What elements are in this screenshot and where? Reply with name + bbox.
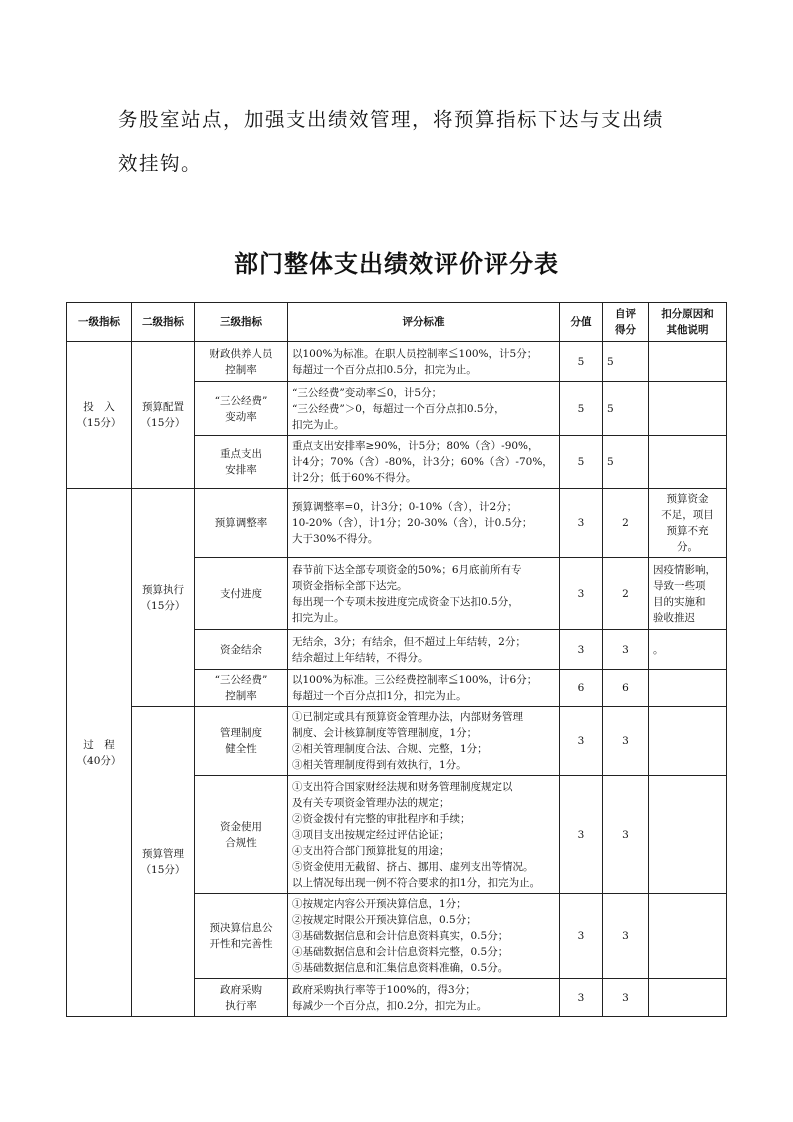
remark-cell xyxy=(649,342,727,382)
self-score-cell: 2 xyxy=(603,489,649,558)
indicator-cell: 重点支出 安排率 xyxy=(195,436,288,489)
score-cell: 3 xyxy=(560,707,603,776)
self-score-cell: 6 xyxy=(603,670,649,707)
header-self-score: 自评 得分 xyxy=(603,303,649,342)
table-row xyxy=(67,489,727,558)
criteria-cell: ①按规定内容公开预决算信息，1分； ②按规定时限公开预决算信息，0.5分； ③基础数据信息和会计信息资料真实，0.5分； ④基础数据信息和会计信息资料完整，0.5分； ⑤基础数据信息和汇集信息资料准确，0.5分。 xyxy=(288,894,560,979)
remark-cell xyxy=(649,436,727,489)
intro-line-2: 效挂钩。 xyxy=(118,152,203,175)
indicator-cell: 资金使用 合规性 xyxy=(195,776,288,894)
evaluation-table xyxy=(66,302,727,1017)
criteria-cell: ①已制定或具有预算资金管理办法，内部财务管理 制度、会计核算制度等管理制度，1分； ②相关管理制度合法、合规、完整，1分； ③相关管理制度得到有效执行，1分。 xyxy=(288,707,560,776)
score-cell: 3 xyxy=(560,489,603,558)
indicator-cell: 预决算信息公 开性和完善性 xyxy=(195,894,288,979)
criteria-cell: 预算调整率=0，计3分；0-10%（含），计2分； 10-20%（含），计1分；20-30%（含），计0.5分； 大于30%不得分。 xyxy=(288,489,560,558)
group-budget-config: 预算配置 （15分） xyxy=(132,342,195,489)
indicator-cell: “三公经费” 控制率 xyxy=(195,670,288,707)
criteria-cell: 无结余，3分；有结余，但不超过上年结转，2分； 结余超过上年结转，不得分。 xyxy=(288,630,560,670)
header-remark: 扣分原因和 其他说明 xyxy=(649,303,727,342)
score-cell: 3 xyxy=(560,558,603,630)
indicator-cell: 预算调整率 xyxy=(195,489,288,558)
score-cell: 3 xyxy=(560,894,603,979)
criteria-cell: 春节前下达全部专项资金的50%；6月底前所有专 项资金指标全部下达完。 每出现一个专项未按进度完成资金下达扣0.5分， 扣完为止。 xyxy=(288,558,560,630)
indicator-cell: 财政供养人员 控制率 xyxy=(195,342,288,382)
score-cell: 3 xyxy=(560,979,603,1017)
score-cell: 5 xyxy=(560,342,603,382)
score-cell: 5 xyxy=(560,436,603,489)
remark-cell xyxy=(649,894,727,979)
group-budget-mgmt: 预算管理 （15分） xyxy=(132,707,195,1017)
score-cell: 3 xyxy=(560,776,603,894)
indicator-cell: 资金结余 xyxy=(195,630,288,670)
self-score-cell: 5 xyxy=(603,342,649,382)
indicator-cell: 管理制度 健全性 xyxy=(195,707,288,776)
criteria-cell: 政府采购执行率等于100%的，得3分； 每减少一个百分点，扣0.2分，扣完为止。 xyxy=(288,979,560,1017)
self-score-cell: 3 xyxy=(603,894,649,979)
self-score-cell: 3 xyxy=(603,979,649,1017)
self-score-cell: 3 xyxy=(603,776,649,894)
remark-cell: 预算资金 不足，项目 预算不充 分。 xyxy=(649,489,727,558)
self-score-cell: 3 xyxy=(603,707,649,776)
header-level2: 二级指标 xyxy=(132,303,195,342)
remark-cell xyxy=(649,979,727,1017)
self-score-cell: 3 xyxy=(603,630,649,670)
criteria-cell: 重点支出安排率≥90%，计5分；80%（含）-90%， 计4分；70%（含）-80%，计3分；60%（含）-70%， 计2分；低于60%不得分。 xyxy=(288,436,560,489)
remark-cell xyxy=(649,670,727,707)
score-cell: 6 xyxy=(560,670,603,707)
group-process: 过 程 （40分） xyxy=(67,489,132,1017)
indicator-cell: 支付进度 xyxy=(195,558,288,630)
remark-cell: 。 xyxy=(649,630,727,670)
remark-cell: 因疫情影响， 导致一些项 目的实施和 验收推迟 xyxy=(649,558,727,630)
table-row xyxy=(67,342,727,382)
header-level1: 一级指标 xyxy=(67,303,132,342)
indicator-cell: “三公经费” 变动率 xyxy=(195,382,288,436)
criteria-cell: 以100%为标准。三公经费控制率≦100%，计6分； 每超过一个百分点扣1分，扣完为止。 xyxy=(288,670,560,707)
intro-line-1: 务股室站点，加强支出绩效管理，将预算指标下达与支出绩 xyxy=(118,108,665,131)
self-score-cell: 5 xyxy=(603,436,649,489)
header-row xyxy=(67,303,727,342)
header-criteria: 评分标准 xyxy=(288,303,560,342)
criteria-cell: “三公经费”变动率≦0，计5分； “三公经费”＞0，每超过一个百分点扣0.5分， 扣完为止。 xyxy=(288,382,560,436)
remark-cell xyxy=(649,707,727,776)
criteria-cell: ①支出符合国家财经法规和财务管理制度规定以 及有关专项资金管理办法的规定； ②资金拨付有完整的审批程序和手续； ③项目支出按规定经过评估论证； ④支出符合部门预算批复的用途； ⑤资金使用无截留、挤占、挪用、虚列支出等情况。 以上情况每出现一例不符合要求的扣1分，扣完为止。 xyxy=(288,776,560,894)
table-title: 部门整体支出绩效评价评分表 xyxy=(234,250,559,278)
criteria-cell: 以100%为标准。在职人员控制率≦100%，计5分； 每超过一个百分点扣0.5分，扣完为止。 xyxy=(288,342,560,382)
self-score-cell: 5 xyxy=(603,382,649,436)
self-score-cell: 2 xyxy=(603,558,649,630)
score-cell: 3 xyxy=(560,630,603,670)
table-row xyxy=(67,707,727,776)
remark-cell xyxy=(649,382,727,436)
group-budget-exec: 预算执行 （15分） xyxy=(132,489,195,707)
group-input: 投 入 （15分） xyxy=(67,342,132,489)
header-score: 分值 xyxy=(560,303,603,342)
header-level3: 三级指标 xyxy=(195,303,288,342)
intro-paragraph xyxy=(118,98,698,186)
score-cell: 5 xyxy=(560,382,603,436)
indicator-cell: 政府采购 执行率 xyxy=(195,979,288,1017)
remark-cell xyxy=(649,776,727,894)
